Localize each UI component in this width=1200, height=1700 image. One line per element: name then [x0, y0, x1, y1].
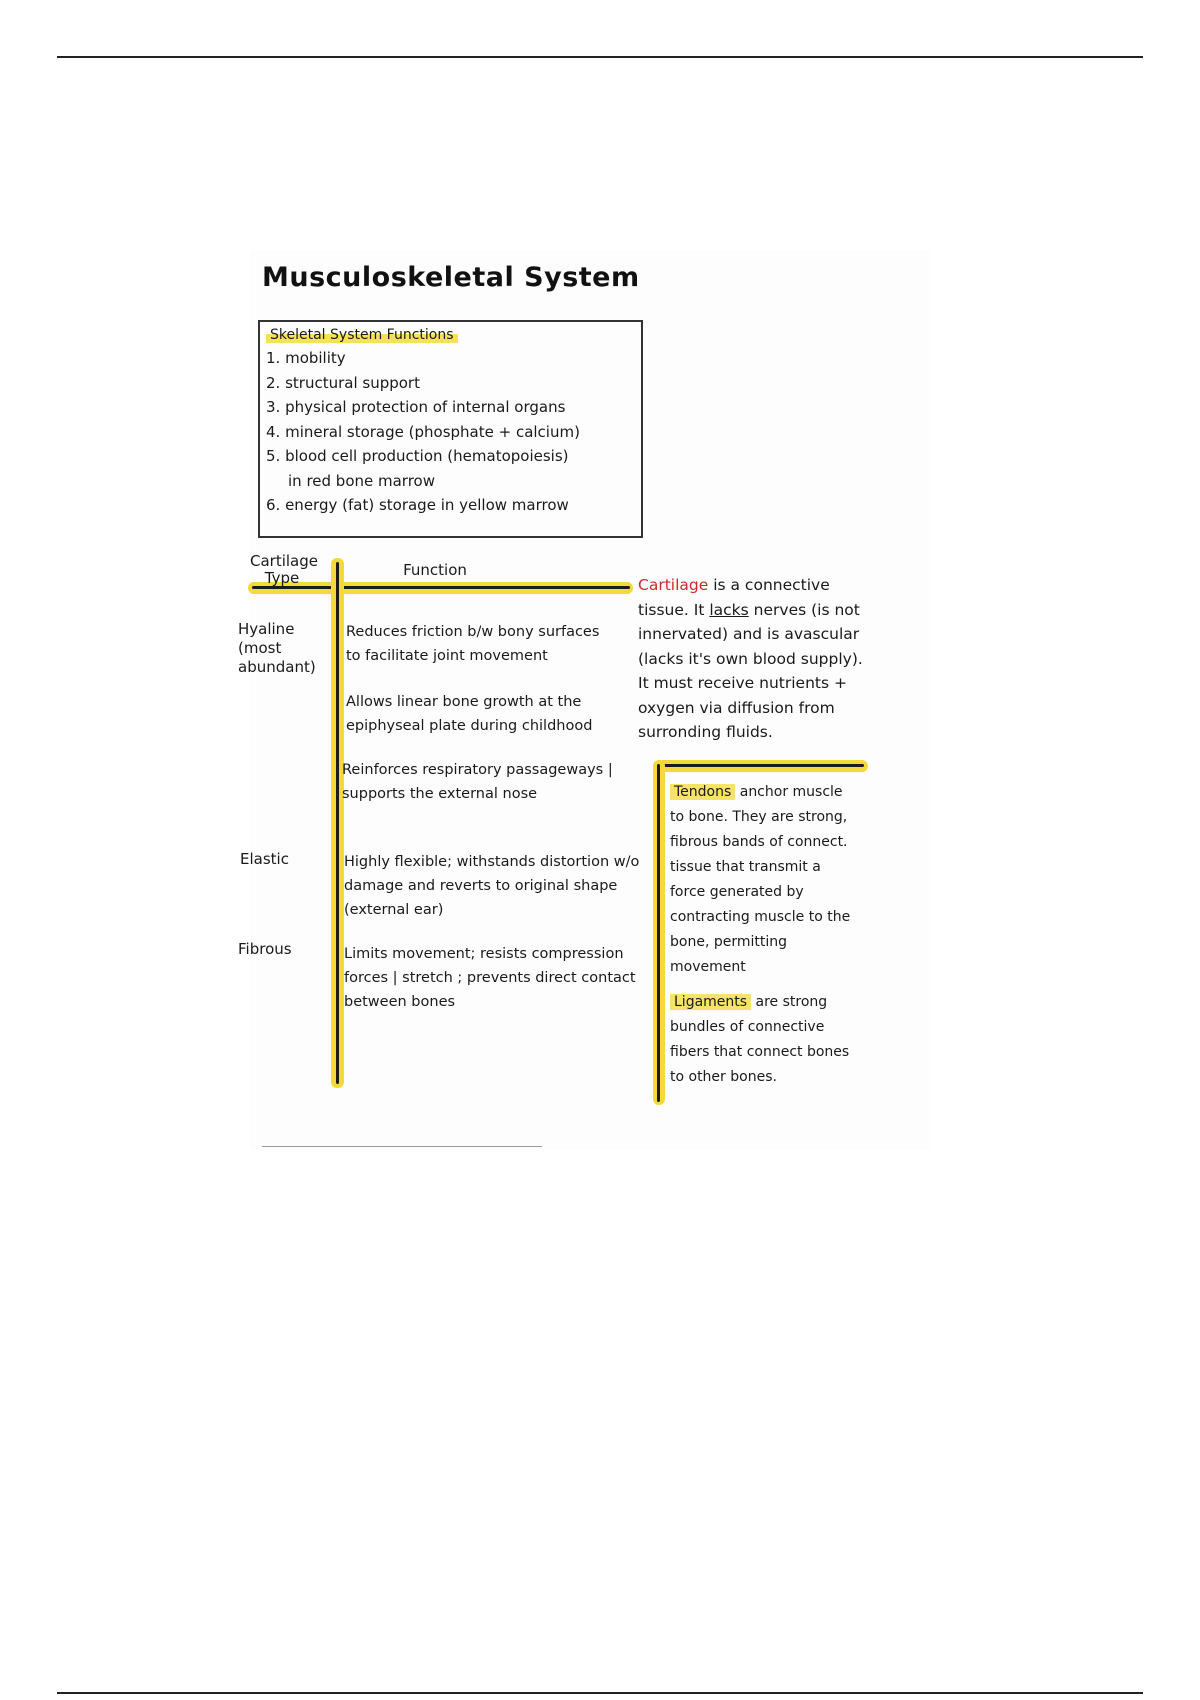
page-title: Musculoskeletal System [262, 262, 640, 293]
col-header-function: Function [403, 561, 467, 579]
sheet-footline [262, 1146, 542, 1147]
list-item: 1. mobility [266, 349, 346, 367]
notes-bracket-side-line [657, 764, 660, 1102]
top-rule [57, 56, 1143, 58]
functions-list [266, 346, 635, 518]
list-item: 3. physical protection of internal organs [266, 398, 566, 416]
functions-box [258, 320, 643, 538]
notes-sheet [238, 250, 930, 1150]
function-cell: Allows linear bone growth at the epiphyseal plate during childhood [346, 694, 593, 734]
table-divider-line [336, 562, 339, 1084]
function-cell: Reduces friction b/w bony surfaces to facilitate joint movement [346, 624, 600, 664]
type-hyaline: Hyaline (most abundant) [238, 620, 316, 676]
function-cell: Limits movement; resists compression forces | stretch ; prevents direct contact between bones [344, 946, 636, 1010]
function-cell: Highly flexible; withstands distortion w/o damage and reverts to original shape (external ear) [344, 854, 640, 918]
bottom-rule [57, 1692, 1143, 1694]
col-header-type: Cartilage Type [250, 552, 318, 587]
list-item: 2. structural support [266, 373, 420, 392]
cartilage-note: Cartilage is a connective tissue. It lacks nerves (is not innervated) and is avascular (lacks it's own blood supply). It must receive nutrients + oxygen via diffusion from surronding fluids. [638, 576, 863, 741]
list-item: in red bone marrow [288, 471, 435, 490]
tendons-term: Tendons [670, 784, 735, 800]
list-item: 5. blood cell production (hematopoiesis) [266, 447, 569, 465]
type-elastic: Elastic [240, 850, 289, 868]
ligaments-term: Ligaments [670, 994, 751, 1010]
type-fibrous: Fibrous [238, 940, 292, 958]
cartilage-term: Cartilage [638, 576, 709, 594]
tendons-note: Tendons anchor muscle to bone. They are strong, fibrous bands of connect. tissue that transmit a force generated by contracting muscle to the bone, permitting movement [670, 784, 851, 975]
list-item: 6. energy (fat) storage in yellow marrow [266, 496, 569, 514]
ligaments-note: Ligaments are strong bundles of connective fibers that connect bones to other bones. [670, 994, 850, 1085]
functions-header: Skeletal System Functions [266, 326, 635, 344]
function-cell: Reinforces respiratory passageways | supports the external nose [342, 762, 613, 802]
notes-bracket-top-line [658, 764, 864, 767]
list-item: 4. mineral storage (phosphate + calcium) [266, 422, 580, 441]
